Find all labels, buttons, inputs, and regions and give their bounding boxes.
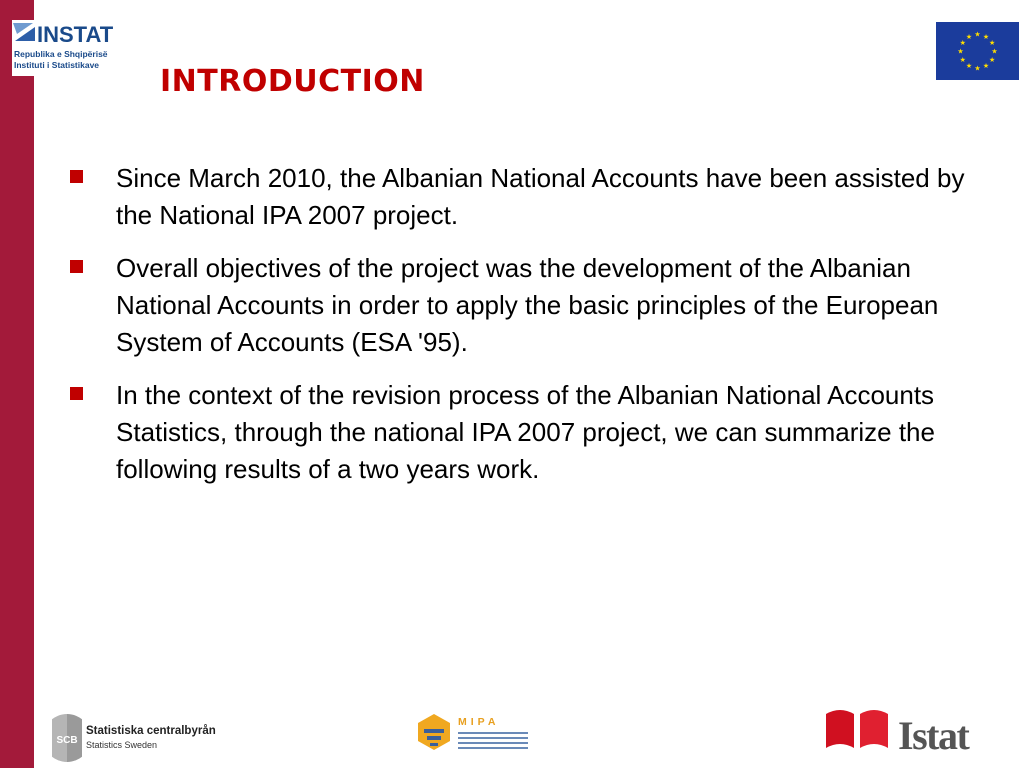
- eu-star-icon: ★: [989, 56, 996, 64]
- page-title: INTRODUCTION: [160, 64, 425, 99]
- eu-star-icon: ★: [959, 56, 966, 64]
- list-item: [70, 160, 990, 234]
- instat-logo: [12, 20, 122, 76]
- eu-star-icon: ★: [982, 32, 990, 41]
- instat-institute-line: Instituti i Statistikave: [14, 60, 100, 70]
- instat-logo-mark: [12, 20, 122, 46]
- eu-star-icon: ★: [989, 39, 996, 47]
- scb-name: Statistiska centralbyrån: [86, 725, 216, 737]
- mipa-tagline-graphic: [458, 732, 528, 752]
- bullet-square-icon: [70, 260, 83, 273]
- bullet-list: [70, 160, 990, 504]
- eu-star-icon: ★: [974, 64, 981, 73]
- scb-logo-mark: [52, 712, 82, 764]
- bullet-square-icon: [70, 170, 83, 183]
- list-item: [70, 377, 990, 488]
- eu-stars-icon: [936, 22, 1019, 80]
- eu-star-icon: ★: [957, 47, 964, 56]
- bullet-text: Since March 2010, the Albanian National Accounts have been assisted by the National IPA 2007 project.: [116, 163, 965, 230]
- left-accent-bar: [0, 0, 34, 768]
- mipa-hex-icon: [414, 712, 454, 752]
- scb-english-name: Statistics Sweden: [86, 740, 158, 750]
- mipa-name: MIPA: [458, 716, 500, 728]
- istat-logo-text: Istat: [898, 713, 969, 758]
- eu-flag-icon: [936, 22, 1019, 80]
- istat-logo-mark: [826, 706, 896, 754]
- instat-country-line: Republika e Shqipërisë: [14, 49, 108, 59]
- eu-star-icon: ★: [982, 62, 990, 71]
- bullet-text: In the context of the revision process of the Albanian National Accounts Statistics, through the national IPA 2007 project, we can summarize the following results of a two years work.: [116, 380, 935, 484]
- eu-star-icon: ★: [965, 62, 973, 71]
- instat-logo-text: INSTAT: [37, 22, 114, 46]
- eu-star-icon: ★: [965, 32, 973, 41]
- mipa-logo: [414, 712, 544, 757]
- eu-star-icon: ★: [959, 39, 966, 47]
- scb-logo: [52, 712, 242, 764]
- eu-star-icon: ★: [974, 30, 981, 39]
- scb-mark-text: SCB: [56, 735, 78, 746]
- istat-logo: [826, 706, 976, 758]
- list-item: [70, 250, 990, 361]
- bullet-text: Overall objectives of the project was the development of the Albanian National Accounts in order to apply the basic principles of the European System of Accounts (ESA '95).: [116, 253, 939, 357]
- bullet-square-icon: [70, 387, 83, 400]
- eu-star-icon: ★: [991, 47, 998, 56]
